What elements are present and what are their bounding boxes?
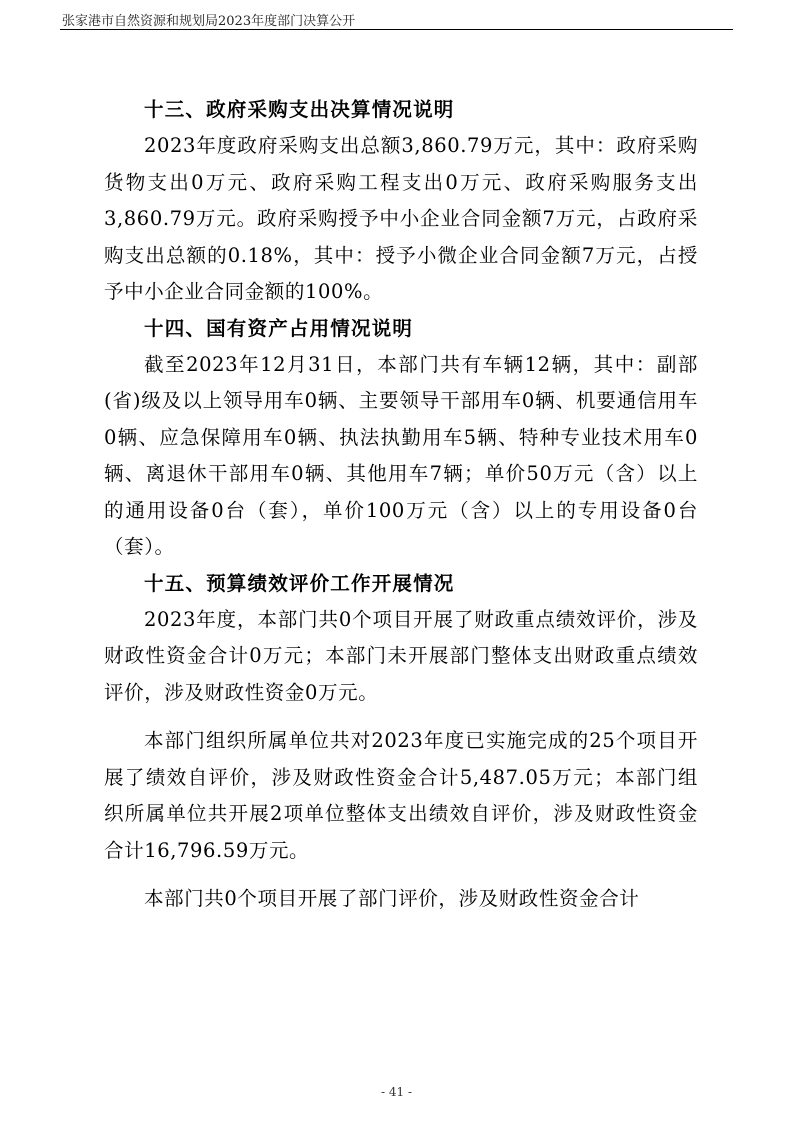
paragraph-self-evaluation: 本部门组织所属单位共对2023年度已实施完成的25个项目开展了绩效自评价，涉及财政性资金合计5,487.05万元；本部门组织所属单位共开展2项单位整体支出绩效自评价，涉及财政性资金合计16,796.59万元。 [104, 729, 698, 862]
paragraph-assets: 截至2023年12月31日，本部门共有车辆12辆，其中：副部(省)级及以上领导用车0辆、主要领导干部用车0辆、机要通信用车0辆、应急保障用车0辆、执法执勤用车5辆、特种专业技术用车0辆、离退休干部用车0辆、其他用车7辆；单价50万元（含）以上的通用设备0台（套），单价100万元（含）以上的专用设备0台（套）。 [104, 352, 698, 558]
paragraph-department-evaluation: 本部门共0个项目开展了部门评价，涉及财政性资金合计 [144, 887, 640, 910]
section-heading-14: 十四、国有资产占用情况说明 [144, 316, 414, 340]
section-heading-13: 十三、政府采购支出决算情况说明 [144, 98, 455, 121]
section-heading-15: 十五、预算绩效评价工作开展情况 [144, 571, 455, 595]
paragraph-procurement: 2023年度政府采购支出总额3,860.79万元，其中：政府采购货物支出0万元、政府采购工程支出0万元、政府采购服务支出3,860.79万元。政府采购授予中小企业合同金额7万元，占政府采购支出总额的0.18%，其中：授予小微企业合同金额7万元，占授予中小企业合同金额的100%。 [104, 134, 698, 303]
page-number: - 41 - [380, 1085, 412, 1099]
paragraph-key-evaluation: 2023年度，本部门共0个项目开展了财政重点绩效评价，涉及财政性资金合计0万元；本部门未开展部门整体支出财政重点绩效评价，涉及财政性资金0万元。 [104, 607, 698, 704]
page-header-title: 张家港市自然资源和规划局2023年度部门决算公开 [62, 14, 356, 29]
document-body [104, 92, 698, 918]
header-divider [60, 29, 733, 30]
